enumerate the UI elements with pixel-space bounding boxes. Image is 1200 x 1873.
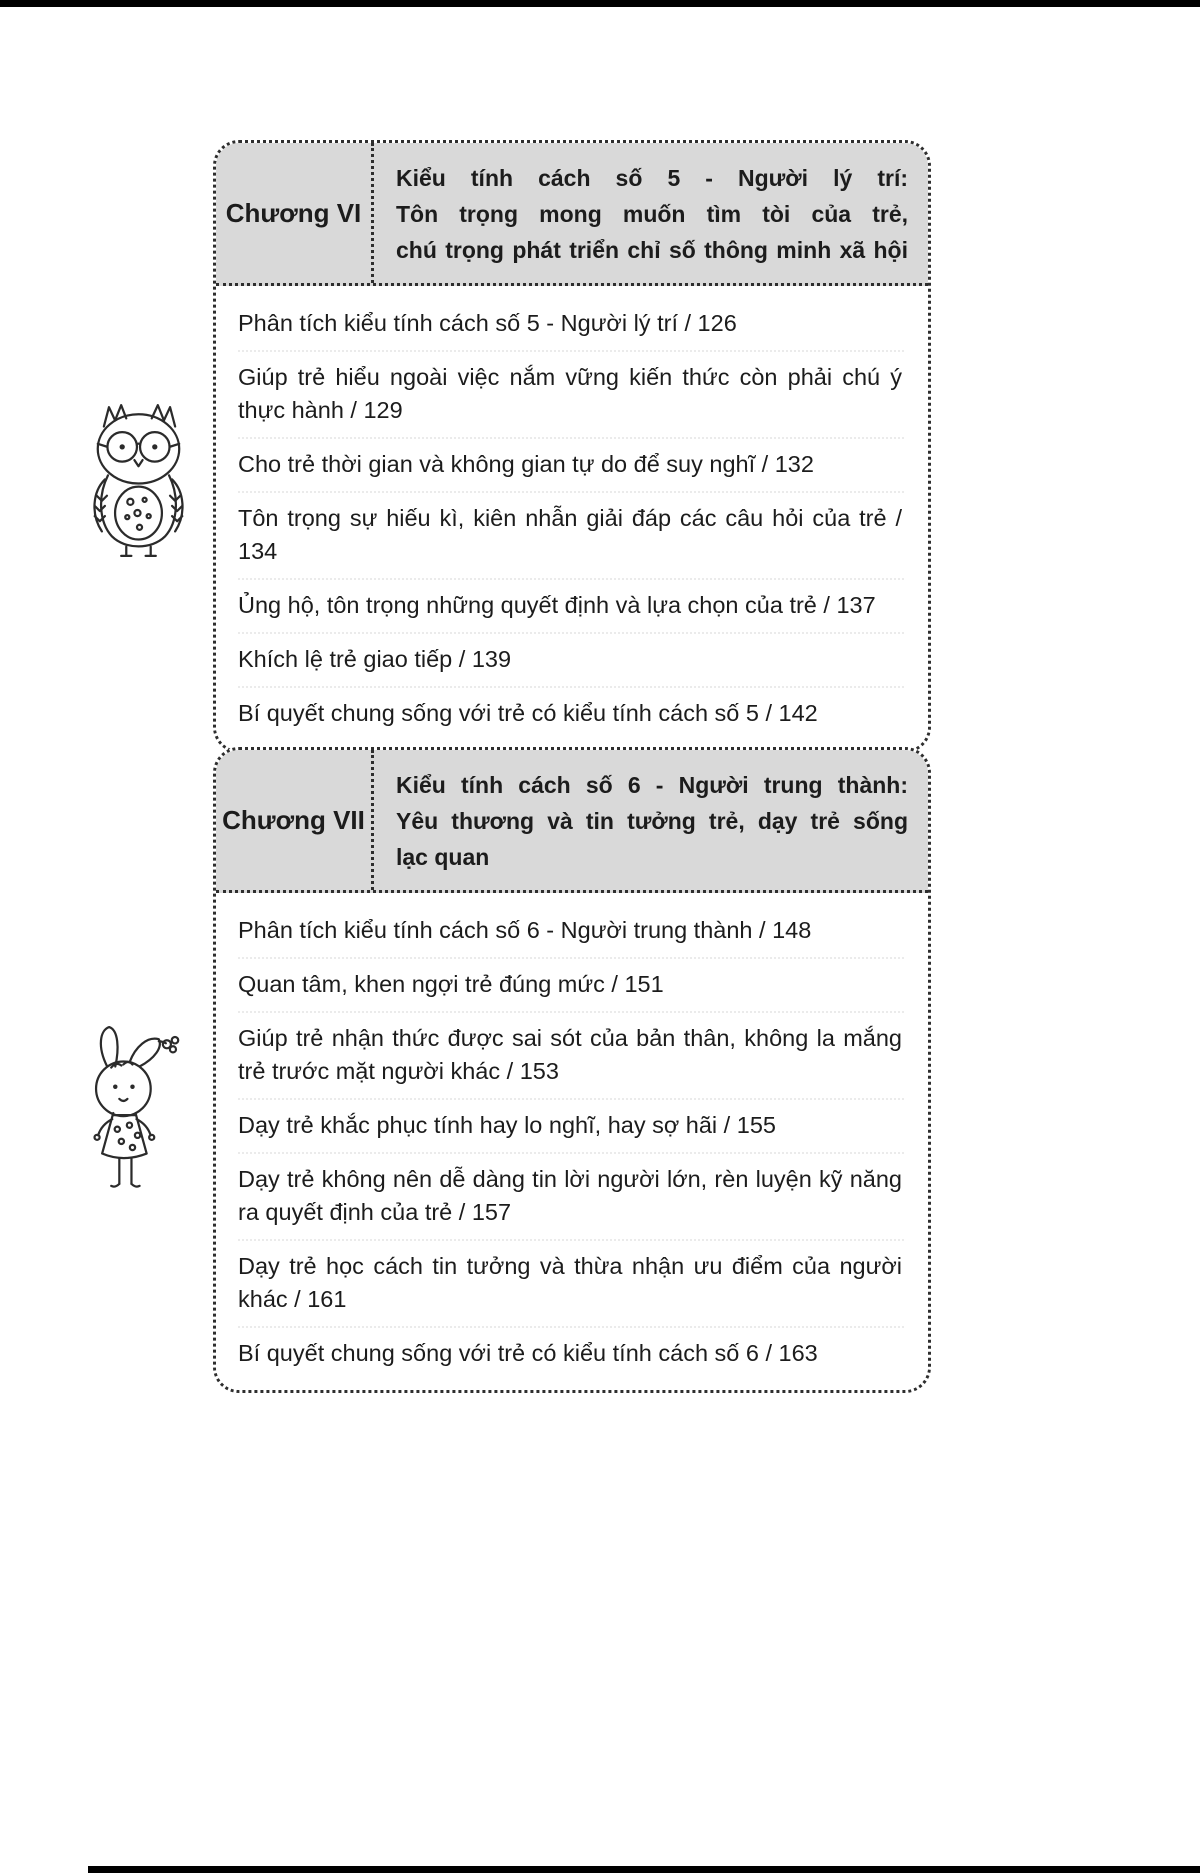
- section-chapter-7: [213, 747, 931, 1393]
- scan-edge-top: [0, 0, 1200, 7]
- scan-edge-bottom: [88, 1866, 1200, 1873]
- toc-entry: Tôn trọng sự hiếu kì, kiên nhẫn giải đáp các câu hỏi của trẻ / 134: [238, 493, 904, 580]
- toc-entry: Phân tích kiểu tính cách số 6 - Người trung thành / 148: [238, 905, 904, 959]
- title-line: Tôn trọng mong muốn tìm tòi của trẻ,: [396, 201, 908, 227]
- toc-entry: Giúp trẻ nhận thức được sai sót của bản thân, không la mắng trẻ trước mặt người khác / 153: [238, 1013, 904, 1100]
- chapter-6-toc-list: [216, 286, 928, 750]
- chapter-6-title: [371, 143, 928, 283]
- title-line: Yêu thương và tin tưởng trẻ, dạy trẻ sống: [396, 808, 908, 834]
- toc-entry: Phân tích kiểu tính cách số 5 - Người lý trí / 126: [238, 298, 904, 352]
- chapter-6-header: [216, 143, 928, 286]
- toc-entry: Dạy trẻ khắc phục tính hay lo nghĩ, hay sợ hãi / 155: [238, 1100, 904, 1154]
- title-line: Kiểu tính cách số 6 - Người trung thành:: [396, 772, 908, 798]
- toc-entry: Ủng hộ, tôn trọng những quyết định và lựa chọn của trẻ / 137: [238, 580, 904, 634]
- chapter-7-toc-list: [216, 893, 928, 1390]
- chapter-7-title: [371, 750, 928, 890]
- owl-with-glasses-icon: [80, 398, 198, 566]
- toc-entry: Khích lệ trẻ giao tiếp / 139: [238, 634, 904, 688]
- toc-entry: Dạy trẻ học cách tin tưởng và thừa nhận ưu điểm của người khác / 161: [238, 1241, 904, 1328]
- title-line: Kiểu tính cách số 5 - Người lý trí:: [396, 165, 908, 191]
- toc-entry: Cho trẻ thời gian và không gian tự do để suy nghĩ / 132: [238, 439, 904, 493]
- toc-entry: Bí quyết chung sống với trẻ có kiểu tính cách số 5 / 142: [238, 700, 818, 726]
- toc-entry: Quan tâm, khen ngợi trẻ đúng mức / 151: [238, 959, 904, 1013]
- toc-entry: Bí quyết chung sống với trẻ có kiểu tính cách số 6 / 163: [238, 1340, 818, 1366]
- chapter-7-label: Chương VII: [222, 804, 365, 835]
- chapter-6-label: Chương VI: [225, 197, 362, 228]
- title-line: chú trọng phát triển chỉ số thông minh xã hội: [396, 237, 908, 263]
- title-line: lạc quan: [396, 844, 490, 870]
- toc-entry: Dạy trẻ không nên dễ dàng tin lời người lớn, rèn luyện kỹ năng ra quyết định của trẻ / 157: [238, 1154, 904, 1241]
- section-chapter-6: [213, 140, 931, 753]
- bunny-doll-icon: [70, 1022, 198, 1194]
- toc-entry: Giúp trẻ hiểu ngoài việc nắm vững kiến thức còn phải chú ý thực hành / 129: [238, 352, 904, 439]
- chapter-7-header: [216, 750, 928, 893]
